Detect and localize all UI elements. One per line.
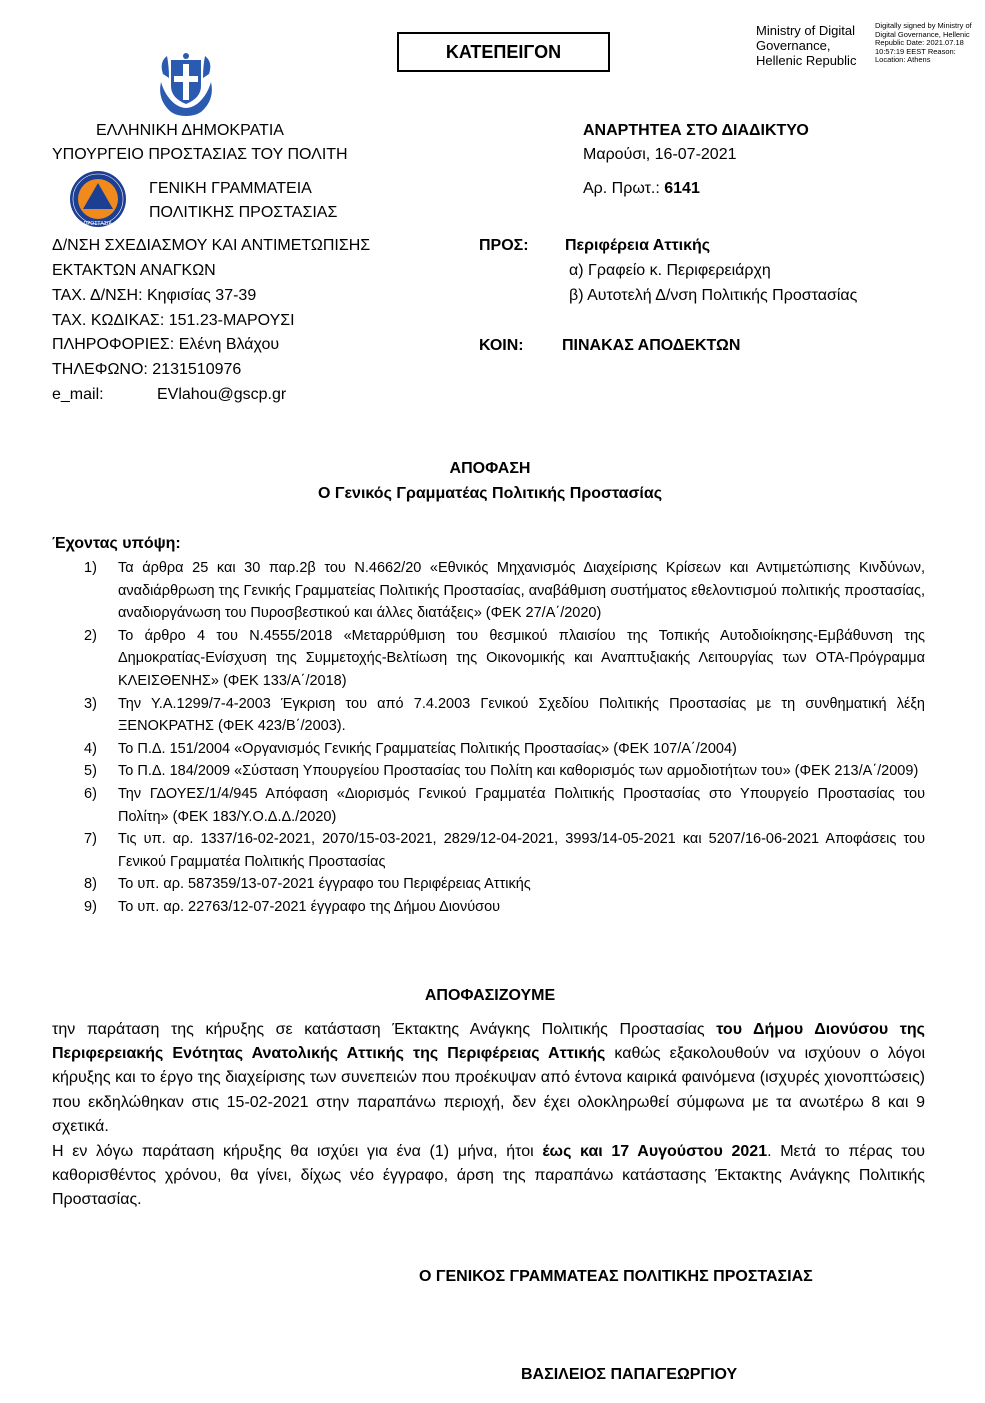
list-item: 7) Τις υπ. αρ. 1337/16-02-2021, 2070/15-03-2021, 2829/12-04-2021, 3993/14-05-2021 και 5207/16-06-2021 Αποφάσεις του Γενικού Γραμματέα Πολιτικής Προστασίας: [84, 831, 925, 870]
to-recipient: Περιφέρεια Αττικής: [565, 237, 711, 254]
signatory-name: ΒΑΣΙΛΕΙΟΣ ΠΑΠΑΓΕΩΡΓΙΟΥ: [521, 1366, 738, 1383]
list-item: 4) Το Π.Δ. 151/2004 «Οργανισμός Γενικής Γραμματείας Πολιτικής Προστασίας» (ΦΕΚ 107/Α΄/2004): [84, 740, 737, 757]
directorate-line-1: Δ/ΝΣΗ ΣΧΕΔΙΑΣΜΟΥ ΚΑΙ ΑΝΤΙΜΕΤΩΠΙΣΗΣ: [52, 237, 371, 254]
we-decide-heading: ΑΠΟΦΑΣΙΖΟΥΜΕ: [424, 987, 556, 1004]
info-contact: ΠΛΗΡΟΦΟΡΙΕΣ: Ελένη Βλάχου: [52, 336, 280, 353]
signature-signer: Ministry of Digital Governance, Hellenic Republic: [756, 23, 857, 68]
signatory-title: Ο ΓΕΝΙΚΟΣ ΓΡΑΜΜΑΤΕΑΣ ΠΟΛΙΤΙΚΗΣ ΠΡΟΣΤΑΣΙΑΣ: [419, 1268, 813, 1285]
ministry-name: ΥΠΟΥΡΓΕΙΟ ΠΡΟΣΤΑΣΙΑΣ ΤΟΥ ΠΟΛΙΤΗ: [52, 146, 348, 163]
secretariat-line-2: ΠΟΛΙΤΙΚΗΣ ΠΡΟΣΤΑΣΙΑΣ: [149, 204, 338, 221]
place-date: Μαρούσι, 16-07-2021: [583, 146, 737, 163]
coat-of-arms-icon: [157, 52, 215, 118]
republic-name: ΕΛΛΗΝΙΚΗ ΔΗΜΟΚΡΑΤΙΑ: [96, 122, 284, 139]
urgent-label: ΚΑΤΕΠΕΙΓΟΝ: [397, 32, 610, 72]
protocol-number: [583, 177, 700, 201]
list-item: 2) Το άρθρο 4 του Ν.4555/2018 «Μεταρρύθμιση του θεσμικού πλαισίου της Τοπικής Αυτοδιοίκησης-Εμβάθυνση της Δημοκρατίας-Ενίσχυση της Συμμετοχής-Βελτίωση της Οικονομικής και Αναπτυξιακής Λειτουργίας των ΟΤΑ-Πρόγραμμα ΚΛΕΙΣΘΕΝΗΣ» (ΦΕΚ 133/Α΄/2018): [84, 627, 925, 689]
list-item: 3) Την Υ.Α.1299/7-4-2003 Έγκριση του από 7.4.2003 Γενικού Σχεδίου Πολιτικής Προστασίας με τη συνθηματική λέξη ΞΕΝΟΚΡΑΤΗΣ (ΦΕΚ 423/Β΄/2003).: [84, 695, 925, 735]
list-item: 5) Το Π.Δ. 184/2009 «Σύσταση Υπουργείου Προστασίας του Πολίτη και καθορισμός των αρμοδιοτήτων του» (ΦΕΚ 213/Α΄/2009): [84, 763, 919, 780]
list-item: 6) Την ΓΔΟΥΕΣ/1/4/945 Απόφαση «Διορισμός Γενικού Γραμματέα Πολιτικής Προστασίας στο Υπουργείο Προστασίας του Πολίτη» (ΦΕΚ 183/Υ.Ο.Δ.Δ./2020): [84, 785, 925, 825]
to-recipient-b: β) Αυτοτελή Δ/νση Πολιτικής Προστασίας: [569, 287, 858, 304]
decision-paragraph-2: Η εν λόγω παράταση κήρυξης θα ισχύει για ένα (1) μήνα, ήτοι έως και 17 Αυγούστου 2021. Μετά το πέρας του καθορισθέντος χρόνου, θα γίνει, δίχως νέο έγγραφο, άρση της παραπάνω κατάστασης Έκτακτης Ανάγκης Πολιτικής Προστασίας.: [52, 1143, 925, 1209]
list-item: 9) Το υπ. αρ. 22763/12-07-2021 έγγραφο της Δήμου Διονύσου: [84, 898, 501, 915]
to-label: ΠΡΟΣ:: [479, 237, 529, 254]
emblem-text: ΠΟΛΙΤΙΚΗ ΠΡΟΣΤΑΣΙΑ • ΕΛΛΑΔΑ: [57, 221, 139, 227]
decision-paragraph-1: την παράταση της κήρυξης σε κατάσταση Έκτακτης Ανάγκης Πολιτικής Προστασίας του Δήμου Διονύσου της Περιφερειακής Ενότητας Ανατολικής Αττικής της Περιφέρειας Αττικής καθώς εξακολουθούν να ισχύουν ο λόγοι κήρυξης και το έργο της διαχείρισης των συνεπειών που προέκυψαν από έντονα καιρικά φαινόμενα (ισχυρές χιονοπτώσεις) που εκδηλώθηκαν στις 15-02-2021 στην παραπάνω περιοχή, δεν έχει ολοκληρωθεί σύμφωνα με τα ανωτέρω 8 και 9 σχετικά.: [52, 1021, 925, 1135]
list-item: 1) Τα άρθρα 25 και 30 παρ.2β του Ν.4662/20 «Εθνικός Μηχανισμός Διαχείρισης Κρίσεων και Αντιμετώπισης Κινδύνων, αναδιάρθρωση της Γενικής Γραμματείας Πολιτικής Προστασίας, αναβάθμιση συστήματος εθελοντισμού πολιτικής προστασίας, αναδιοργάνωση του Πυροσβεστικού και άλλες διατάξεις» (ΦΕΚ 27/Α΄/2020): [84, 560, 925, 622]
email-label: e_mail:: [52, 386, 104, 403]
email-address: EVlahou@gscp.gr: [157, 386, 287, 403]
protocol-value: 6141: [664, 180, 700, 197]
to-recipient-a: α) Γραφείο κ. Περιφερειάρχη: [569, 262, 771, 279]
cc-label: ΚΟΙΝ:: [479, 337, 524, 354]
secretariat-line-1: ΓΕΝΙΚΗ ΓΡΑΜΜΑΤΕΙΑ: [149, 180, 312, 197]
publish-notice: ΑΝΑΡΤΗΤΕΑ ΣΤΟ ΔΙΑΔΙΚΤΥΟ: [583, 122, 809, 139]
decision-subtitle: Ο Γενικός Γραμματέας Πολιτικής Προστασίας: [317, 485, 663, 502]
list-item: 8) Το υπ. αρ. 587359/13-07-2021 έγγραφο του Περιφέρειας Αττικής: [84, 876, 531, 893]
cc-recipient: ΠΙΝΑΚΑΣ ΑΠΟΔΕΚΤΩΝ: [562, 337, 741, 354]
directorate-line-2: ΕΚΤΑΚΤΩΝ ΑΝΑΓΚΩΝ: [52, 262, 216, 279]
postal-address: ΤΑΧ. Δ/ΝΣΗ: Κηφισίας 37-39: [52, 287, 257, 304]
considering-heading: Έχοντας υπόψη:: [52, 535, 181, 552]
considerations-list: [52, 557, 925, 919]
civil-protection-emblem-icon: [57, 170, 139, 228]
digital-signature-stamp: [756, 20, 980, 84]
postal-code: ΤΑΧ. ΚΩΔΙΚΑΣ: 151.23-ΜΑΡΟΥΣΙ: [52, 312, 295, 329]
signature-details: Digitally signed by Ministry of Digital Governance, Hellenic Republic Date: 2021.07.18 10:57:19 EEST Reason: Location: Athens: [875, 21, 972, 65]
decision-title: ΑΠΟΦΑΣΗ: [449, 460, 531, 477]
phone-number: ΤΗΛΕΦΩΝΟ: 2131510976: [52, 361, 242, 378]
protocol-label: Αρ. Πρωτ.:: [583, 180, 665, 197]
